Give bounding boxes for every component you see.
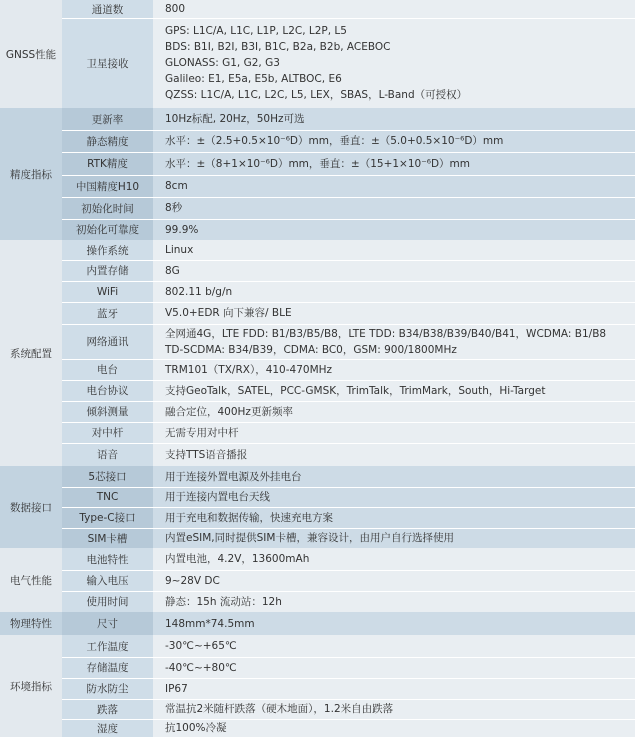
- spec-value: [165, 528, 631, 548]
- spec-value-line: Linux: [165, 244, 194, 256]
- spec-value-line: V5.0+EDR 向下兼容/ BLE: [165, 307, 292, 319]
- spec-row: [62, 612, 635, 635]
- category-label: 电气性能: [0, 548, 62, 612]
- spec-value-line: BDS: B1I, B2I, B3I, B1C, B2a, B2b, ACEBOC: [165, 41, 391, 53]
- spec-label: 内置存储: [86, 265, 129, 277]
- spec-label: 湿度: [97, 722, 118, 735]
- spec-value-line: -30℃~+65℃: [165, 640, 237, 652]
- spec-label: 电台: [97, 364, 118, 376]
- spec-label: 5芯接口: [88, 471, 127, 483]
- row-divider: [62, 197, 635, 198]
- spec-value: [165, 219, 631, 240]
- row-divider: [62, 324, 635, 325]
- spec-row: [62, 401, 635, 422]
- spec-label: 网络通讯: [86, 336, 129, 348]
- spec-value: [165, 108, 631, 130]
- row-divider: [62, 260, 635, 261]
- spec-label: 尺寸: [97, 618, 118, 630]
- spec-row: [62, 591, 635, 612]
- row-divider: [62, 302, 635, 303]
- row-divider: [62, 507, 635, 508]
- spec-row: [62, 422, 635, 443]
- spec-row: [62, 548, 635, 570]
- spec-label: 蓝牙: [97, 307, 118, 320]
- spec-value-line: QZSS: L1C/A, L1C, L2C, L5, LEX，SBAS，L-Band（可授权）: [165, 89, 468, 101]
- spec-value: [165, 130, 631, 152]
- spec-value: [165, 657, 631, 678]
- row-divider: [62, 487, 635, 488]
- spec-label: 电池特性: [86, 553, 129, 566]
- spec-value: [165, 422, 631, 443]
- spec-label: 存储温度: [86, 662, 129, 674]
- spec-value: [165, 678, 631, 699]
- spec-value: [165, 635, 631, 657]
- spec-value: [165, 152, 631, 175]
- spec-value-line: 支持TTS语音播报: [165, 448, 248, 461]
- spec-label: 倾斜测量: [86, 406, 129, 418]
- row-divider: [62, 422, 635, 423]
- spec-label: TNC: [96, 491, 119, 503]
- spec-value-line: 99.9%: [165, 223, 199, 236]
- spec-value: [165, 260, 631, 281]
- spec-label: WiFi: [96, 285, 119, 298]
- spec-value-line: 内置电池，4.2V，13600mAh: [165, 553, 310, 565]
- row-divider: [62, 657, 635, 658]
- spec-label: 电台协议: [86, 385, 129, 397]
- spec-value: [165, 380, 631, 401]
- spec-value: [165, 570, 631, 591]
- row-divider: [62, 401, 635, 402]
- spec-label: 输入电压: [86, 575, 129, 587]
- spec-value: [165, 401, 631, 422]
- category-label: GNSS性能: [0, 0, 62, 108]
- row-divider: [62, 152, 635, 153]
- category-label: 物理特性: [0, 612, 62, 635]
- spec-value-line: 8G: [165, 264, 180, 277]
- spec-row: [62, 359, 635, 380]
- row-divider: [62, 219, 635, 220]
- spec-label: 初始化时间: [81, 202, 134, 215]
- spec-value: [165, 548, 631, 570]
- spec-group: [0, 466, 635, 548]
- spec-value-line: 用于充电和数据传输，快速充电方案: [165, 511, 333, 524]
- spec-row: [62, 719, 635, 737]
- spec-row: [62, 570, 635, 591]
- spec-row: [62, 240, 635, 260]
- spec-label: 工作温度: [86, 640, 129, 653]
- row-divider: [62, 443, 635, 444]
- spec-value: [165, 18, 631, 108]
- spec-value-line: 用于连接外置电源及外挂电台: [165, 470, 302, 483]
- spec-value-line: 内置eSIM,同时提供SIM卡槽，兼容设计，由用户自行选择使用: [165, 532, 454, 544]
- spec-value: [165, 612, 631, 635]
- spec-group: [0, 635, 635, 737]
- spec-value-line: 水平：±（8+1×10⁻⁶D）mm，垂直：±（15+1×10⁻⁶D）mm: [165, 157, 470, 170]
- spec-label: SIM卡槽: [87, 532, 128, 545]
- spec-row: [62, 175, 635, 197]
- spec-value: [165, 197, 631, 219]
- spec-row: [62, 108, 635, 130]
- category-label: 系统配置: [0, 240, 62, 466]
- spec-value: [165, 591, 631, 612]
- spec-row: [62, 302, 635, 324]
- spec-row: [62, 678, 635, 699]
- row-divider: [62, 591, 635, 592]
- spec-label: 中国精度H10: [75, 180, 140, 193]
- spec-value-line: 802.11 b/g/n: [165, 285, 233, 298]
- row-divider: [62, 570, 635, 571]
- spec-value-line: 10Hz标配, 20Hz，50Hz可选: [165, 113, 305, 125]
- spec-value: [165, 443, 631, 466]
- row-divider: [62, 699, 635, 700]
- row-divider: [62, 281, 635, 282]
- spec-value-line: Galileo: E1, E5a, E5b, ALTBOC, E6: [165, 73, 342, 85]
- spec-row: [62, 635, 635, 657]
- spec-value-line: 全网通4G，LTE FDD: B1/B3/B5/B8，LTE TDD: B34/B38/B39/B40/B41，WCDMA: B1/B8: [165, 327, 607, 340]
- spec-value-line: 用于连接内置电台天线: [165, 491, 270, 503]
- row-divider: [62, 18, 635, 19]
- spec-value-line: 常温抗2米随杆跌落（硬木地面），1.2米自由跌落: [165, 703, 394, 715]
- row-divider: [62, 380, 635, 381]
- spec-value-line: 抗100%冷凝: [165, 722, 227, 734]
- spec-row: [62, 699, 635, 719]
- spec-row: [62, 281, 635, 302]
- spec-value: [165, 699, 631, 719]
- category-label: 精度指标: [0, 108, 62, 240]
- spec-label: 语音: [97, 449, 118, 461]
- spec-value-line: 8秒: [165, 202, 183, 214]
- spec-value-line: 支持GeoTalk，SATEL，PCC-GMSK，TrimTalk，TrimMark，South，Hi-Target: [165, 384, 546, 397]
- spec-label: 通道数: [91, 3, 124, 16]
- category-label: 环境指标: [0, 635, 62, 737]
- spec-value: [165, 175, 631, 197]
- spec-value-line: IP67: [165, 682, 188, 695]
- spec-value-line: GLONASS: G1, G2, G3: [165, 57, 280, 69]
- spec-row: [62, 487, 635, 507]
- row-divider: [62, 175, 635, 176]
- spec-row: [62, 507, 635, 528]
- row-divider: [62, 678, 635, 679]
- spec-label: 操作系统: [86, 244, 129, 257]
- spec-value: [165, 719, 631, 737]
- spec-label: 对中杆: [91, 427, 124, 439]
- spec-group: [0, 612, 635, 635]
- spec-row: [62, 0, 635, 18]
- spec-label: 更新率: [91, 113, 124, 126]
- row-divider: [62, 719, 635, 720]
- spec-value-line: 无需专用对中杆: [165, 426, 239, 439]
- spec-label: 使用时间: [86, 596, 129, 608]
- spec-group: [0, 0, 635, 108]
- spec-label: 跌落: [97, 703, 118, 716]
- spec-value-line: 水平：±（2.5+0.5×10⁻⁶D）mm，垂直：±（5.0+0.5×10⁻⁶D）mm: [165, 135, 504, 147]
- spec-group: [0, 240, 635, 466]
- category-label: 数据接口: [0, 466, 62, 548]
- row-divider: [62, 130, 635, 131]
- spec-label: 初始化可靠度: [76, 224, 139, 236]
- spec-row: [62, 219, 635, 240]
- spec-row: [62, 130, 635, 152]
- row-divider: [62, 528, 635, 529]
- spec-label: 防水防尘: [86, 683, 129, 695]
- spec-value: [165, 507, 631, 528]
- spec-row: [62, 657, 635, 678]
- spec-row: [62, 197, 635, 219]
- spec-value: [165, 487, 631, 507]
- spec-label: Type-C接口: [79, 512, 136, 524]
- spec-row: [62, 528, 635, 548]
- spec-row: [62, 324, 635, 359]
- spec-value: [165, 302, 631, 324]
- spec-value-line: 融合定位，400Hz更新频率: [165, 405, 293, 418]
- spec-value-line: -40℃~+80℃: [165, 661, 237, 674]
- spec-group: [0, 108, 635, 240]
- spec-row: [62, 443, 635, 466]
- spec-value-line: 静态：15h 流动站：12h: [165, 595, 282, 608]
- spec-label: RTK精度: [87, 158, 128, 170]
- spec-row: [62, 380, 635, 401]
- spec-value-line: TRM101（TX/RX），410-470MHz: [165, 363, 333, 376]
- spec-label: 静态精度: [86, 135, 129, 148]
- spec-value: [165, 240, 631, 260]
- spec-value-line: GPS: L1C/A, L1C, L1P, L2C, L2P, L5: [165, 25, 347, 37]
- spec-row: [62, 260, 635, 281]
- spec-row: [62, 18, 635, 108]
- spec-row: [62, 466, 635, 487]
- spec-label: 卫星接收: [86, 57, 129, 70]
- spec-value: [165, 324, 631, 359]
- spec-value-line: 148mm*74.5mm: [165, 617, 255, 630]
- spec-group: [0, 548, 635, 612]
- spec-row: [62, 152, 635, 175]
- spec-value-line: TD-SCDMA: B34/B39，CDMA: BC0，GSM: 900/1800MHz: [165, 343, 457, 356]
- spec-value-line: 9~28V DC: [165, 574, 220, 587]
- spec-value: [165, 0, 631, 18]
- row-divider: [62, 359, 635, 360]
- spec-value-line: 800: [165, 3, 186, 15]
- spec-value: [165, 466, 631, 487]
- spec-value-line: 8cm: [165, 180, 188, 192]
- spec-value: [165, 281, 631, 302]
- spec-value: [165, 359, 631, 380]
